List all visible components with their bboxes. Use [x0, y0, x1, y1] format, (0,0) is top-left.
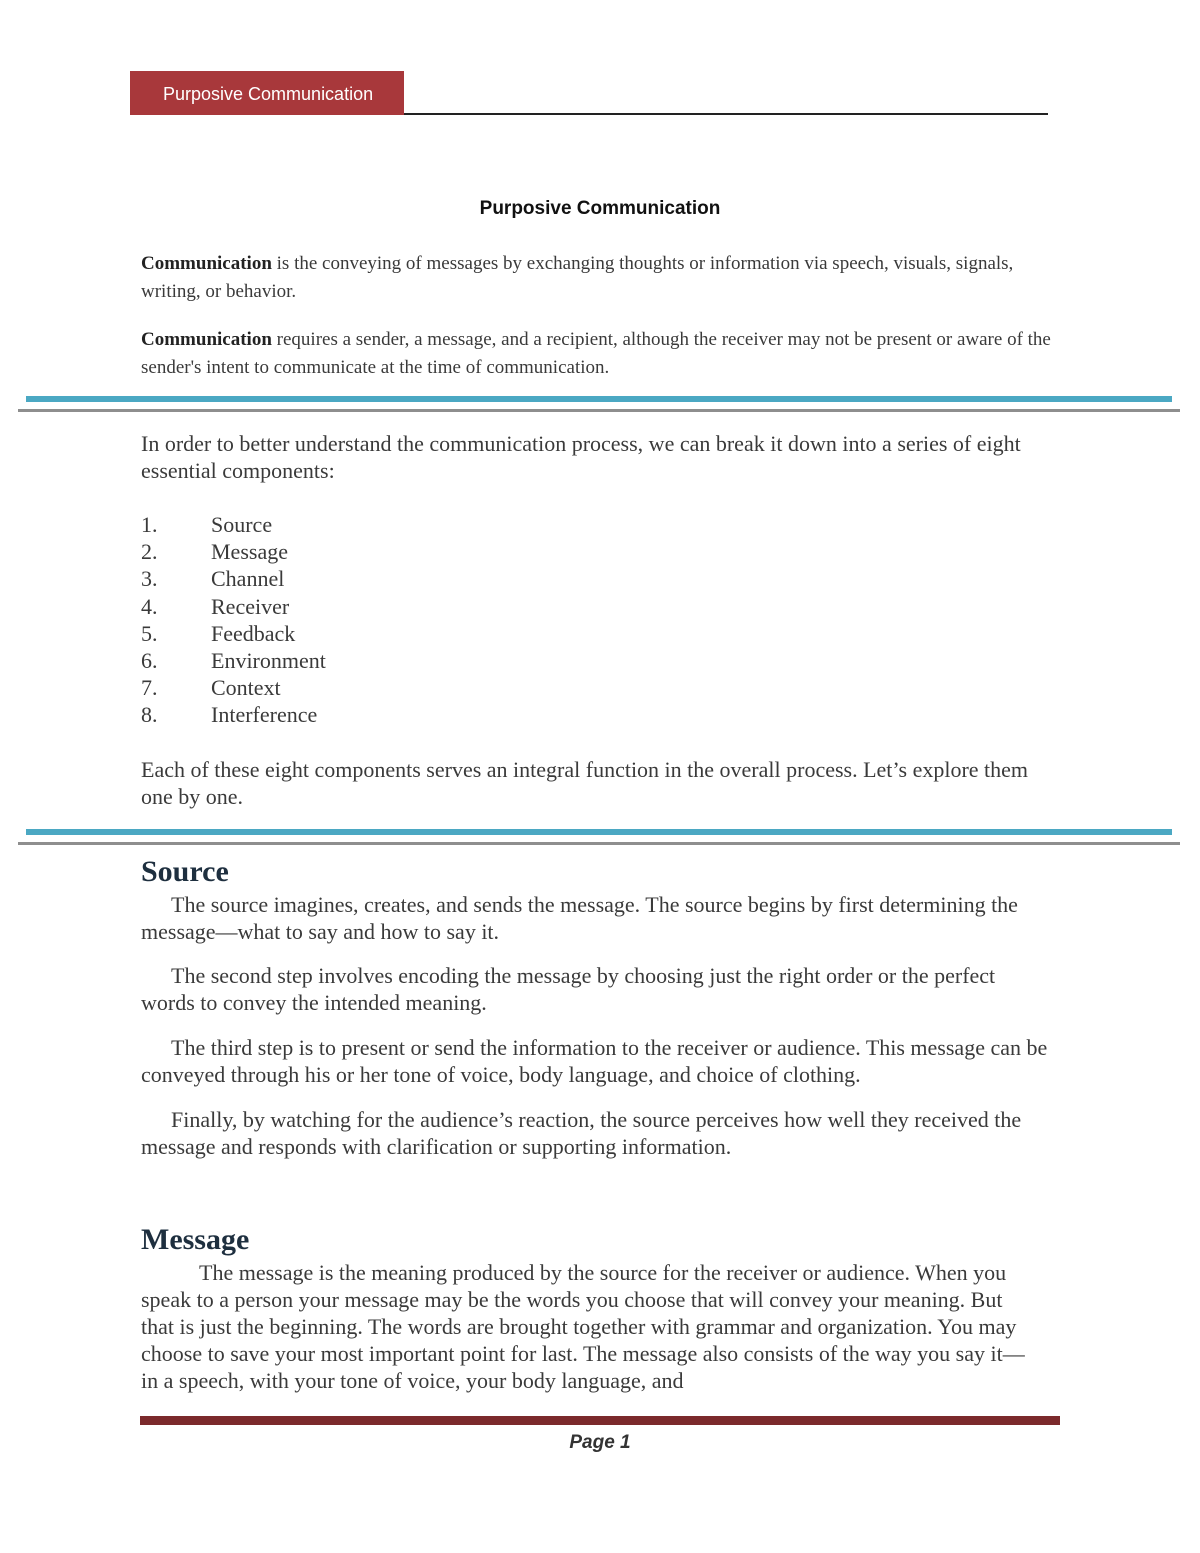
list-label: Receiver — [211, 593, 290, 619]
list-label: Feedback — [211, 620, 296, 646]
term-communication: Communication — [141, 329, 272, 350]
page-number: Page 1 — [569, 1432, 631, 1453]
header-rule — [404, 113, 1048, 115]
source-paragraph-3: The third step is to present or send the information to the receiver or audience. This message can be conveyed through his or her tone of voice, body language, and choice of clothing. — [141, 1035, 1048, 1087]
message-paragraph: The message is the meaning produced by the source for the receiver or audience. When you speak to a person your message may be the words you choose that will convey your meaning. But that is just the beginning. The words are brought together with grammar and organization. You may choose to save your most important point for last. The message also consists of the way you say it—in a speech, with your tone of voice, your body language, and — [141, 1260, 1025, 1393]
section-heading-source: Source — [141, 855, 229, 888]
list-label: Source — [211, 512, 273, 537]
list-number: 6. — [141, 647, 158, 673]
term-communication: Communication — [141, 253, 272, 274]
intro-paragraph-1 — [141, 250, 1051, 306]
divider-gray — [18, 409, 1180, 412]
divider-gray — [18, 842, 1180, 845]
intro-text-1: is the conveying of messages by exchanging thoughts or information via speech, visuals, signals, writing, or behavior. — [141, 253, 1014, 302]
source-paragraph-4: Finally, by watching for the audience’s reaction, the source perceives how well they received the message and responds with clarification or supporting information. — [141, 1107, 1022, 1159]
list-item — [141, 565, 326, 592]
list-item — [141, 511, 326, 538]
list-number: 2. — [141, 539, 158, 565]
components-outro: Each of these eight components serves an integral function in the overall process. Let’s explore them one by one. — [141, 757, 1029, 809]
section-heading-message: Message — [141, 1223, 250, 1256]
components-intro: In order to better understand the communication process, we can break it down into a series of eight essential components: — [141, 431, 1021, 483]
list-label: Interference — [211, 702, 318, 728]
list-label: Channel — [211, 566, 285, 592]
source-paragraph-2: The second step involves encoding the message by choosing just the right order or the perfect words to convey the intended meaning. — [141, 963, 996, 1015]
list-number: 3. — [141, 566, 158, 592]
list-item — [141, 701, 326, 728]
list-item — [141, 538, 326, 565]
list-label: Message — [211, 539, 288, 565]
list-number: 1. — [141, 512, 158, 537]
list-number: 5. — [141, 620, 158, 646]
components-list — [141, 511, 326, 729]
divider-teal — [26, 829, 1172, 835]
footer-bar — [140, 1416, 1060, 1425]
list-item — [141, 593, 326, 620]
divider-teal — [26, 396, 1172, 402]
source-paragraph-1: The source imagines, creates, and sends the message. The source begins by first determining the message—what to say and how to say it. — [141, 892, 1018, 944]
list-item — [141, 620, 326, 647]
header-tab: Purposive Communication — [130, 71, 404, 115]
list-number: 4. — [141, 593, 158, 619]
list-label: Environment — [211, 647, 326, 673]
intro-text-2: requires a sender, a message, and a recipient, although the receiver may not be present or aware of the sender's intent to communicate at the time of communication. — [141, 329, 1051, 378]
document-title: Purposive Communication — [479, 198, 721, 219]
list-label: Context — [211, 675, 281, 701]
list-item — [141, 674, 326, 701]
list-number: 8. — [141, 702, 158, 728]
list-number: 7. — [141, 675, 158, 701]
intro-paragraph-2 — [141, 326, 1051, 382]
list-item — [141, 647, 326, 674]
